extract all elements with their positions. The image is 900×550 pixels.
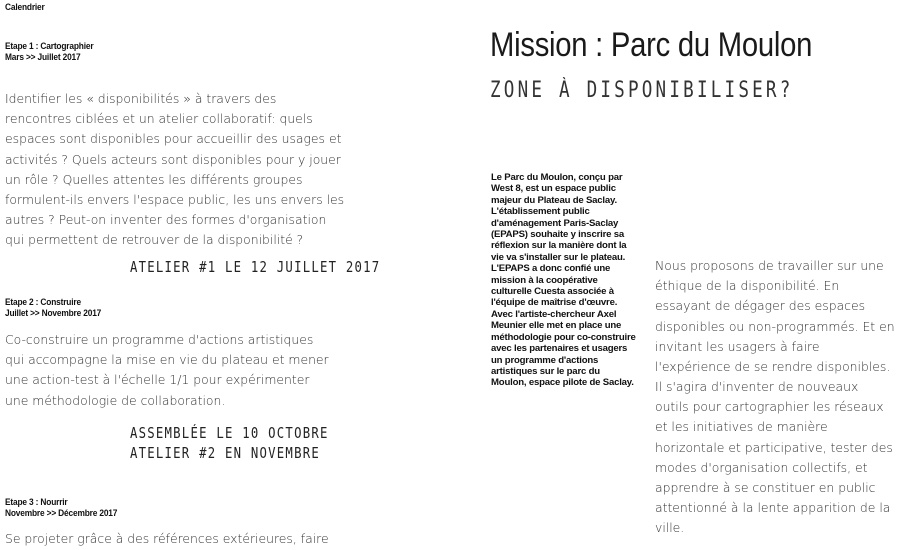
mission-subtitle: ZONE À DISPONIBILISER? <box>490 78 794 103</box>
calendar-title: Calendrier <box>5 2 45 13</box>
step-2-handwritten-note-1: ASSEMBLÉE LE 10 OCTOBRE <box>130 424 329 442</box>
step-1-handwritten-note: ATELIER #1 LE 12 JUILLET 2017 <box>130 258 381 276</box>
step-3-title: Etape 3 : Nourrir <box>5 497 68 508</box>
step-3-body: Se projeter grâce à des références extérieures, faire <box>5 531 329 546</box>
step-1-body: Identifier les « disponibilités » à travers des rencontres ciblées et un atelier collaboratif: quels espaces sont disponibles pour accueillir des usages et activités ? Quels acteurs sont disponibles pour y jouer un rôle ? Quelles attentes les différents groupes formulent-ils envers l'espace public, les uns envers les autres ? Peut-on inventer des formes d'organisation qui permettent de retrouver de la disponibilité ? <box>5 91 345 248</box>
mission-proposal: Nous proposons de travailler sur une éthique de la disponibilité. En essayant de dégager des espaces disponibles ou non-programmés. Et en invitant les usagers à faire l'expérience de se rendre disponibles. <box>655 258 895 375</box>
mission-proposal-2: Il s'agira d'inventer de nouveaux outils pour cartographier les réseaux et les initiatives de manière horizontale et participative, tester des modes d'organisation collectifs, et apprendre à se constituer en public attentionné à la lente apparition de la ville. <box>655 379 893 536</box>
step-1-dates: Mars >> Juillet 2017 <box>5 52 81 63</box>
step-2-title: Etape 2 : Construire <box>5 297 81 308</box>
mission-title: Mission : Parc du Moulon <box>490 26 813 64</box>
step-2-handwritten-note-2: ATELIER #2 EN NOVEMBRE <box>130 444 320 462</box>
step-3-dates: Novembre >> Décembre 2017 <box>5 508 118 519</box>
step-2-dates: Juillet >> Novembre 2017 <box>5 308 102 319</box>
step-1-title: Etape 1 : Cartographier <box>5 41 94 52</box>
mission-intro: Le Parc du Moulon, conçu par West 8, est un espace public majeur du Plateau de Saclay. L'établissement public d'aménagement Paris-Saclay (EPAPS) souhaite y inscrire sa réflexion sur la manière dont la vie va s'installer sur le plateau. L'EPAPS a donc confié une mission à la coopérative culturelle Cuesta associée à l'équipe de maîtrise d'œuvre. Avec l'artiste-chercheur Axel Meunier elle met en place une méthodologie pour co-construire avec les partenaires et usagers un programme d'actions artistiques sur le parc du Moulon, espace pilote de Saclay. <box>491 172 636 389</box>
step-2-body: Co-construire un programme d'actions artistiques qui accompagne la mise en vie du plateau et mener une action-test à l'échelle 1/1 pour expérimenter une méthodologie de collaboration. <box>5 332 329 408</box>
